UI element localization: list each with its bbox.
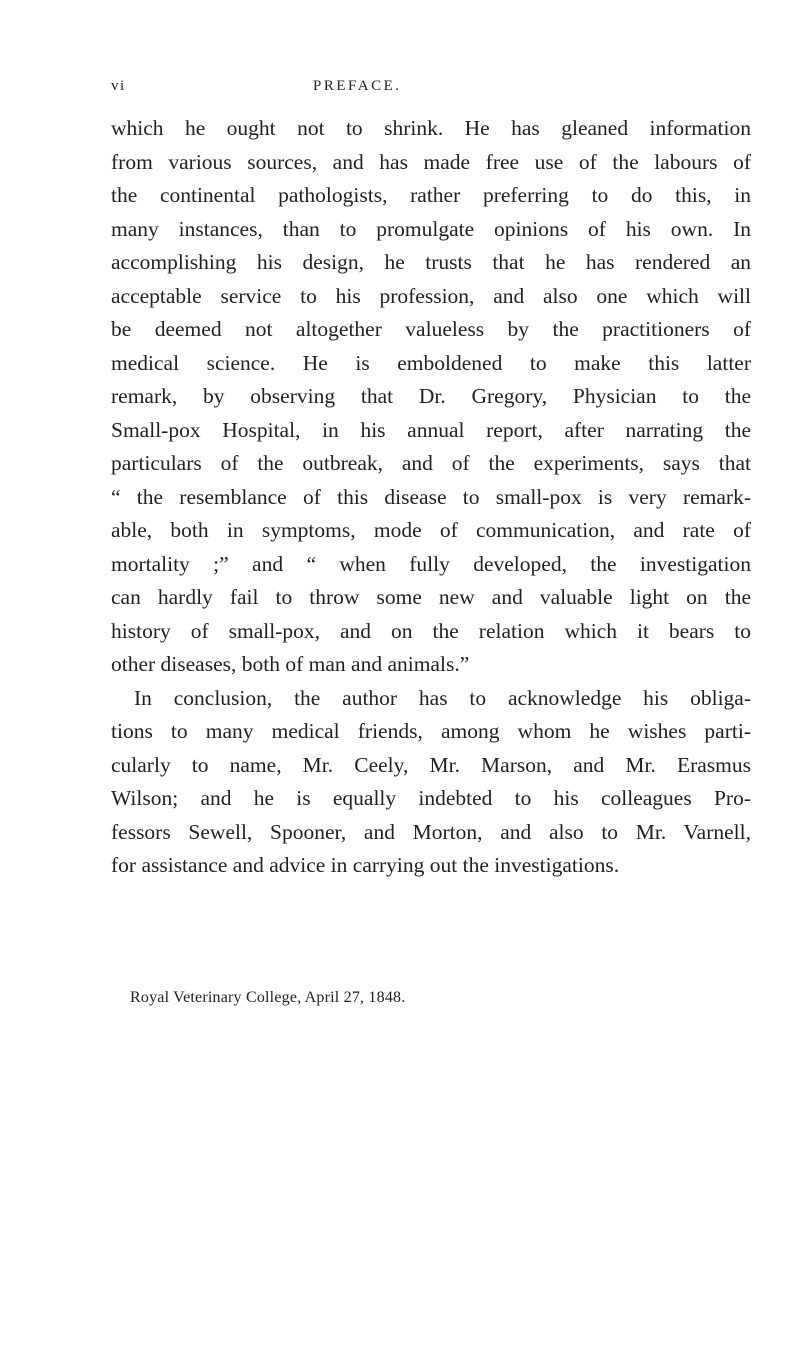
text-line: tions to many medical friends, among whom he wishes parti- — [111, 719, 751, 743]
signoff-date-line: Royal Veterinary College, April 27, 1848. — [130, 989, 406, 1006]
text-line: Small-pox Hospital, in his annual report, after narrating the — [111, 417, 751, 442]
text-line: which he ought not to shrink. He has gleaned information — [111, 116, 751, 140]
text-line: In conclusion, the author has to acknowledge his obliga- — [134, 685, 751, 710]
text-line: accomplishing his design, he trusts that he has rendered an — [111, 250, 751, 274]
text-line: can hardly fail to throw some new and valuable light on the — [111, 585, 751, 609]
text-line: Wilson; and he is equally indebted to his colleagues Pro- — [111, 786, 751, 810]
text-line: particulars of the outbreak, and of the experiments, says that — [111, 451, 751, 475]
text-line: other diseases, both of man and animals.” — [111, 652, 470, 676]
text-line: acceptable service to his profession, and also one which will — [111, 283, 751, 308]
text-line: for assistance and advice in carrying out the investigations. — [111, 853, 620, 877]
page-number: vi — [111, 78, 126, 94]
text-line: able, both in symptoms, mode of communication, and rate of — [111, 518, 751, 542]
running-title: PREFACE. — [313, 78, 402, 94]
text-line: “ the resemblance of this disease to small-pox is very remark- — [111, 484, 751, 509]
running-head — [111, 78, 711, 98]
text-line: be deemed not altogether valueless by the practitioners of — [111, 317, 751, 341]
text-line: mortality ;” and “ when fully developed, the investigation — [111, 551, 751, 576]
body-text — [111, 112, 751, 883]
text-line: medical science. He is emboldened to make this latter — [111, 350, 751, 375]
text-line: many instances, than to promulgate opinions of his own. In — [111, 216, 751, 241]
text-line: cularly to name, Mr. Ceely, Mr. Marson, and Mr. Erasmus — [111, 752, 751, 777]
text-line: fessors Sewell, Spooner, and Morton, and also to Mr. Varnell, — [111, 819, 751, 844]
paragraph-2 — [111, 682, 751, 883]
text-line: history of small-pox, and on the relation which it bears to — [111, 618, 751, 643]
text-line: from various sources, and has made free use of the labours of — [111, 149, 751, 174]
text-line: the continental pathologists, rather preferring to do this, in — [111, 183, 751, 207]
paragraph-1 — [111, 112, 751, 682]
text-line: remark, by observing that Dr. Gregory, Physician to the — [111, 384, 751, 408]
